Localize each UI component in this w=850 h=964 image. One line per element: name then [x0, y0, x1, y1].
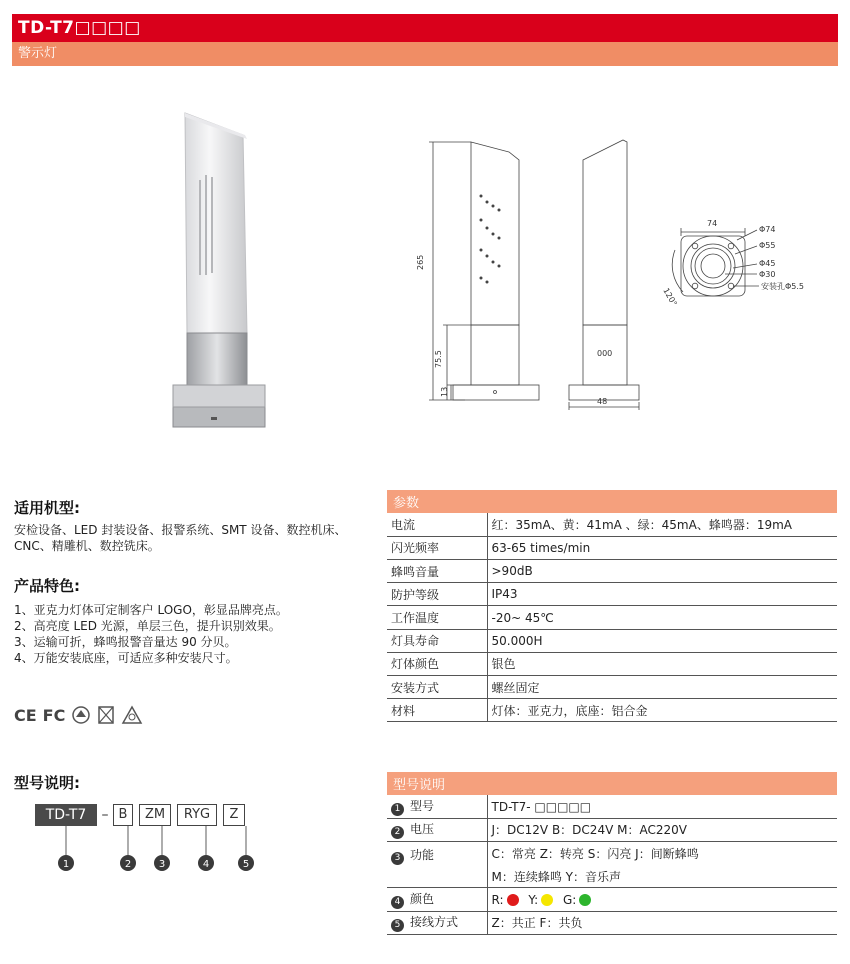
code-part-wiring: Z [223, 804, 245, 826]
dim-phi55: Φ55 [759, 241, 776, 250]
model-heading: 型号说明: [14, 774, 80, 792]
table-row: 电流 红：35mA、黄：41mA 、绿：45mA、蜂鸣器：19mA [387, 513, 837, 536]
dim-top: 74 [707, 219, 718, 228]
recycle-icon [121, 705, 143, 725]
table-row: 防护等级 IP43 [387, 583, 837, 606]
yellow-dot-icon [541, 894, 553, 906]
feature-item: 3、运输可折，蜂鸣报警音量达 90 分贝。 [14, 635, 237, 649]
table-row: 安装方式 螺丝固定 [387, 676, 837, 699]
rohs-icon [71, 705, 91, 725]
application-heading: 适用机型: [14, 499, 80, 517]
table-row: 蜂鸣音量 >90dB [387, 560, 837, 583]
dim-phi30: Φ30 [759, 270, 776, 279]
feature-item: 1、亚克力灯体可定制客户 LOGO，彰显品牌亮点。 [14, 603, 288, 617]
table-row: 2 电压 J：DC12V B：DC24V M：AC220V [387, 818, 837, 841]
model-table-heading: 型号说明 [393, 778, 446, 794]
application-line-2: CNC、精雕机、数控铣床。 [14, 539, 160, 553]
number-badge: 5 [391, 919, 404, 932]
dim-foot: 13 [440, 386, 449, 397]
code-callouts [30, 826, 270, 874]
dim-angle: 120° [661, 286, 679, 308]
weee-icon [97, 705, 115, 725]
table-row: M：连续蜂鸣 Y：音乐声 [387, 865, 837, 888]
table-row: 灯体颜色 银色 [387, 652, 837, 675]
dim-width: 48 [597, 397, 608, 406]
table-row: 闪光频率 63-65 times/min [387, 536, 837, 559]
table-row: 工作温度 -20~ 45℃ [387, 606, 837, 629]
code-dash: – [101, 807, 109, 823]
callout-number: 4 [202, 859, 210, 870]
model-table [387, 772, 837, 935]
features-heading: 产品特色: [14, 577, 80, 595]
parameter-table [387, 490, 837, 722]
number-badge: 4 [391, 896, 404, 909]
dim-hole: 安装孔Φ5.5 [761, 282, 805, 291]
feature-item: 2、高亮度 LED 光源，单层三色，提升识别效果。 [14, 619, 281, 633]
callout-number: 5 [242, 859, 250, 870]
table-row: 1 型号 TD-T7- □□□□□ [387, 795, 837, 818]
model-code [35, 804, 251, 826]
parameter-table-heading: 参数 [393, 496, 420, 512]
certification-row [14, 702, 143, 728]
dim-phi74: Φ74 [759, 225, 776, 234]
page-title: TD-T7□□□□ [12, 14, 838, 42]
dim-height: 265 [416, 254, 425, 270]
technical-drawing [405, 120, 830, 430]
application-line-1: 安检设备、LED 封装设备、报警系统、SMT 设备、数控机床、 [14, 523, 347, 537]
code-main: TD-T7 [35, 804, 97, 826]
table-row: 4 颜色 R: Y: G: [387, 888, 837, 911]
number-badge: 3 [391, 852, 404, 865]
table-row: 5 接线方式 Z：共正 F：共负 [387, 911, 837, 934]
code-part-voltage: B [113, 804, 133, 826]
fc-mark: FC [42, 705, 66, 725]
code-part-function: ZM [139, 804, 171, 826]
feature-list [14, 602, 288, 666]
number-badge: 2 [391, 826, 404, 839]
feature-item: 4、万能安装底座，可适应多种安装尺寸。 [14, 651, 238, 665]
table-row: 3 功能 C：常亮 Z：转亮 S：闪亮 J：间断蜂鸣 [387, 842, 837, 865]
callout-number: 3 [158, 859, 166, 870]
product-photo [165, 105, 275, 440]
table-row: 灯具寿命 50.000H [387, 629, 837, 652]
table-row: 材料 灯体：亚克力，底座：铝合金 [387, 699, 837, 722]
ce-mark: CE [14, 705, 37, 725]
callout-number: 2 [124, 859, 132, 870]
code-part-color: RYG [177, 804, 217, 826]
red-dot-icon [507, 894, 519, 906]
dim-base: 75.5 [434, 350, 443, 368]
number-badge: 1 [391, 803, 404, 816]
sample-marking: 000 [597, 349, 613, 358]
page-subtitle: 警示灯 [12, 42, 838, 66]
callout-number: 1 [62, 859, 70, 870]
green-dot-icon [579, 894, 591, 906]
dim-phi45: Φ45 [759, 259, 776, 268]
color-options: R: Y: G: [487, 888, 837, 911]
